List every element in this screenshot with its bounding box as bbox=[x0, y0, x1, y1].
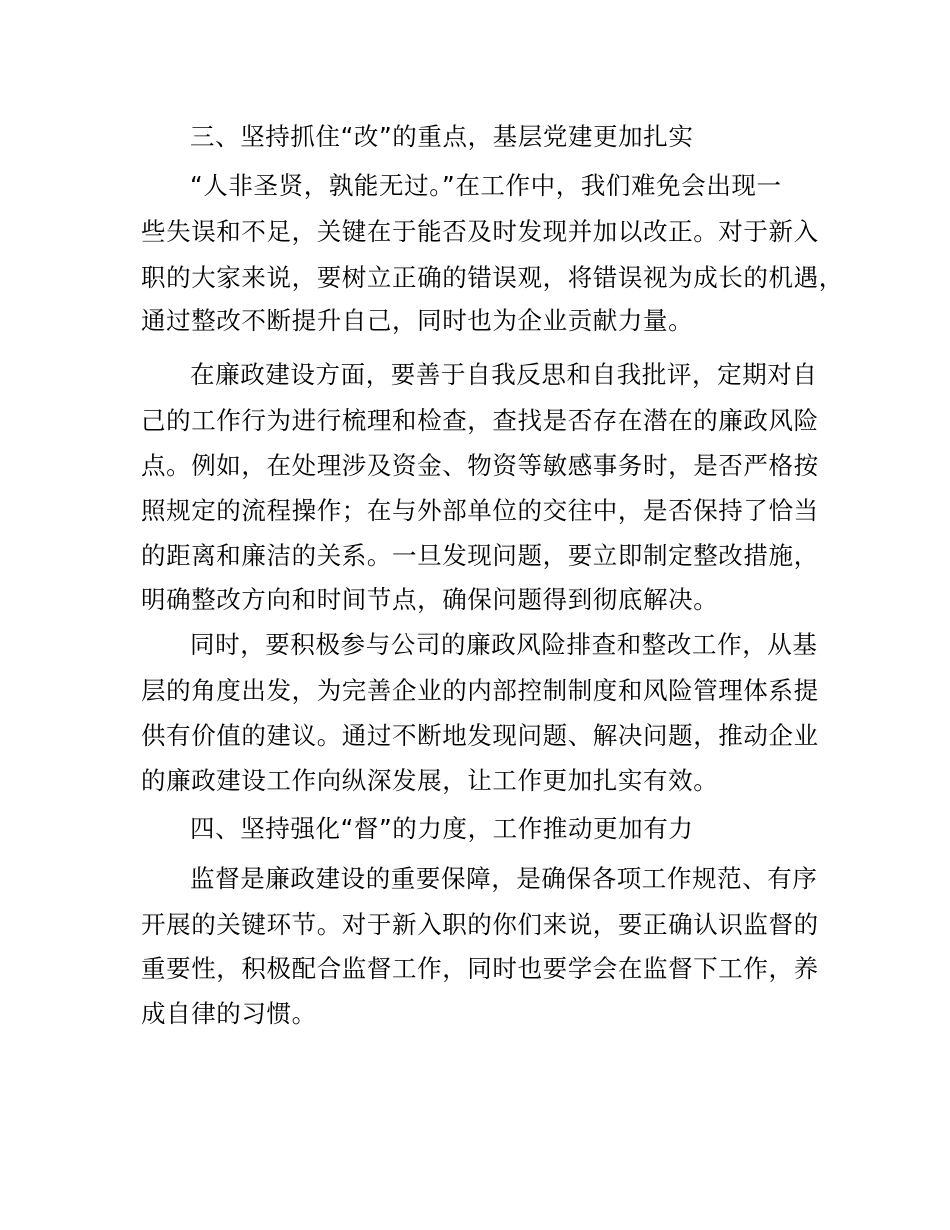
section-heading-3: 三、坚持抓住“改”的重点，基层党建更加扎实 bbox=[190, 122, 694, 151]
paragraph-2-line-2: 己的工作行为进行梳理和检查，查找是否存在潜在的廉政风险 bbox=[141, 406, 819, 435]
paragraph-4-line-4: 成自律的习惯。 bbox=[141, 999, 317, 1028]
paragraph-4-line-1: 监督是廉政建设的重要保障，是确保各项工作规范、有序 bbox=[190, 864, 818, 893]
paragraph-1-line-1: “人非圣贤，孰能无过。”在工作中，我们难免会出现一 bbox=[190, 171, 782, 200]
paragraph-2-line-1: 在廉政建设方面，要善于自我反思和自我批评，定期对自 bbox=[190, 360, 818, 389]
paragraph-2-line-6: 明确整改方向和时间节点，确保问题得到彻底解决。 bbox=[141, 585, 719, 614]
paragraph-2-line-5: 的距离和廉洁的关系。一旦发现问题，要立即制定整改措施， bbox=[141, 541, 819, 570]
paragraph-1-line-2: 些失误和不足，关键在于能否及时发现并加以改正。对于新入 bbox=[141, 217, 819, 246]
paragraph-4-line-2: 开展的关键环节。对于新入职的你们来说，要正确认识监督的 bbox=[141, 910, 819, 939]
section-heading-4: 四、坚持强化“督”的力度，工作推动更加有力 bbox=[190, 814, 694, 843]
paragraph-2-line-4: 照规定的流程操作；在与外部单位的交往中，是否保持了恰当 bbox=[141, 496, 819, 525]
paragraph-1-line-4: 通过整改不断提升自己，同时也为企业贡献力量。 bbox=[141, 306, 694, 335]
paragraph-1-line-3: 职的大家来说，要树立正确的错误观，将错误视为成长的机遇， bbox=[141, 263, 844, 292]
paragraph-3-line-3: 供有价值的建议。通过不断地发现问题、解决问题，推动企业 bbox=[141, 721, 819, 750]
paragraph-4-line-3: 重要性，积极配合监督工作，同时也要学会在监督下工作，养 bbox=[141, 954, 819, 983]
paragraph-3-line-2: 层的角度出发，为完善企业的内部控制制度和风险管理体系提 bbox=[141, 676, 819, 705]
paragraph-2-line-3: 点。例如，在处理涉及资金、物资等敏感事务时，是否严格按 bbox=[141, 451, 819, 480]
paragraph-3-line-4: 的廉政建设工作向纵深发展，让工作更加扎实有效。 bbox=[141, 766, 719, 795]
paragraph-3-line-1: 同时，要积极参与公司的廉政风险排查和整改工作，从基 bbox=[190, 630, 818, 659]
